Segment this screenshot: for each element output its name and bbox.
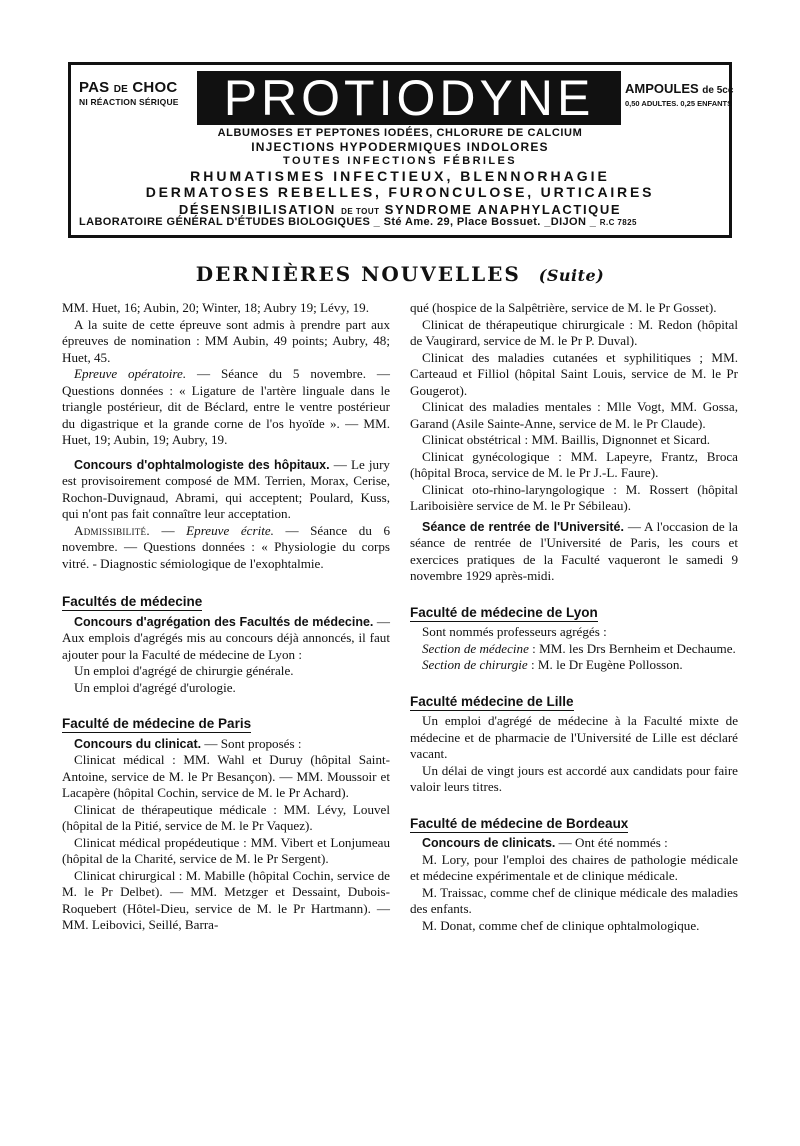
ad-right-line1: AMPOULES de 5cc	[625, 81, 734, 96]
paragraph: Concours de clinicats. — Ont été nommés :	[422, 835, 668, 850]
section-heading: Facultés de médecine	[62, 594, 203, 609]
paragraph: Un emploi d'agrégé de chirurgie générale.	[74, 663, 294, 678]
section-heading: Faculté de médecine de Lyon	[410, 604, 598, 620]
ad-left-line1: PAS DE CHOC	[79, 79, 178, 96]
paragraph: M. Traissac, comme chef de clinique médicale des maladies des enfants.	[410, 884, 738, 916]
paragraph: Un emploi d'agrégé de médecine à la Faculté mixte de médecine et de pharmacie de l'Université de Lille est déclaré vacant.	[410, 713, 738, 761]
paragraph: Clinicat gynécologique : MM. Lapeyre, Frantz, Broca (hôpital Broca, service de M. le Pr J.-L. Faure).	[410, 448, 738, 480]
paragraph: Section de médecine : MM. les Drs Bernheim et Dechaume.	[422, 640, 736, 656]
paragraph: Clinicat oto-rhino-laryngologique : M. Rossert (hôpital Lariboisière service de M. le Pr Sébileau).	[410, 481, 738, 513]
section-heading: Faculté de médecine de Paris	[62, 716, 252, 731]
paragraph: Clinicat médical : MM. Wahl et Duruy (hôpital Saint-Antoine, service de M. le Pr Besançon). — MM. Moussoir et Lacapère (hôpital Cochin, service de M. le Pr Achard).	[62, 752, 390, 800]
right-column	[410, 300, 738, 934]
ad-footer: LABORATOIRE GÉNÉRAL D'ÉTUDES BIOLOGIQUES _ Sté Ame. 29, Place Bossuet. _DIJON _ R.C 7825	[79, 216, 637, 228]
paragraph: Sont nommés professeurs agrégés :	[422, 624, 607, 639]
paragraph: Concours du clinicat. — Sont proposés :	[74, 735, 302, 751]
ad-right-block	[625, 81, 734, 108]
paragraph: M. Donat, comme chef de clinique ophtalmologique.	[422, 917, 700, 933]
ad-line-dermatoses: DERMATOSES REBELLES, FURONCULOSE, URTICAIRES	[145, 184, 655, 200]
paragraph: A la suite de cette épreuve sont admis à prendre part aux épreuves de nomination : MM Aubin, 49 points; Aubry, 48; Huet, 45.	[62, 316, 390, 365]
ad-left-line2: NI RÉACTION SÉRIQUE	[79, 97, 179, 107]
paragraph: Un délai de vingt jours est accordé aux candidats pour faire valoir leurs titres.	[410, 762, 738, 794]
paragraph: Clinicat chirurgical : M. Mabille (hôpital Cochin, service de M. le Pr Delbet). — MM. Metzger et Dessaint, Dubois-Roquebert (Hôtel-Dieu, service de M. le Pr Hartmann). — MM. Leibovici, Seillé, Barra-	[62, 867, 390, 932]
paragraph: Clinicat des maladies cutanées et syphilitiques ; MM. Carteaud et Filliol (hôpital Saint Louis, service de M. le Pr Gougerot).	[410, 349, 738, 398]
paragraph: Section de chirurgie : M. le Dr Eugène Pollosson.	[422, 657, 683, 672]
ad-line-infections: TOUTES INFECTIONS FÉBRILES	[283, 155, 517, 167]
paragraph: Clinicat de thérapeutique médicale : MM. Lévy, Louvel (hôpital de la Pitié, service de M. le Pr Vaquez).	[62, 801, 390, 833]
advertisement-box	[68, 62, 732, 238]
ad-line-injections: INJECTIONS HYPODERMIQUES INDOLORES	[251, 140, 549, 154]
paragraph: MM. Huet, 16; Aubin, 20; Winter, 18; Aubry 19; Lévy, 19.	[62, 300, 369, 315]
ad-line-rhumatismes: RHUMATISMES INFECTIEUX, BLENNORHAGIE	[190, 168, 610, 184]
paragraph: Clinicat des maladies mentales : Mlle Vogt, MM. Gossa, Garand (Asile Sainte-Anne, service de M. le Pr Claude).	[410, 399, 738, 431]
ad-line-composition: ALBUMOSES ET PEPTONES IODÉES, CHLORURE DE CALCIUM	[217, 127, 583, 139]
section-heading: Faculté de médecine de Bordeaux	[410, 815, 629, 831]
paragraph: Epreuve opératoire. — Séance du 5 novembre. — Questions données : « Ligature de l'artère linguale dans le triangle postérieur, dit de Béclard, entre le ventre postérieur du digastrique et la grande corne de l'os hyoïde ». — MM. Huet, 19; Aubin, 19; Aubry, 19.	[62, 366, 390, 447]
paragraph: Clinicat médical propédeutique : MM. Vibert et Lonjumeau (hôpital de la Charité, service de M. le Pr Sergent).	[62, 834, 390, 866]
page-title: DERNIÈRES NOUVELLES (Suite)	[195, 262, 605, 286]
paragraph: M. Lory, pour l'emploi des chaires de pathologie médicale et médecine expérimentale et de clinique médicale.	[410, 851, 738, 883]
paragraph: Clinicat obstétrical : MM. Baillis, Dignonnet et Sicard.	[422, 432, 711, 447]
left-column	[62, 300, 390, 934]
paragraph: Séance de rentrée de l'Université. — A l'occasion de la séance de rentrée de l'Université de Paris, les cours et exercices pratiques de la Faculté vaqueront le samedi 9 novembre 1929 après-midi.	[410, 518, 738, 583]
paragraph: Concours d'ophtalmologiste des hôpitaux. — Le jury est provisoirement composé de MM. Terrien, Morax, Cerise, Rochon-Duvignaud, Abrami, qui acceptent; Poulard, Kuss, qui n'ont pas fait connaître leur acceptation.	[62, 456, 390, 521]
ad-indications	[71, 127, 729, 220]
paragraph: Concours d'agrégation des Facultés de médecine. — Aux emplois d'agrégés mis au concours déjà annoncés, il faut ajouter pour la Faculté de médecine de Lyon :	[62, 613, 390, 662]
paragraph: Un emploi d'agrégé d'urologie.	[74, 679, 236, 695]
section-heading: Faculté médecine de Lille	[410, 693, 574, 709]
ad-line-desensibilisation: DÉSENSIBILISATION DE TOUT SYNDROME ANAPHYLACTIQUE	[178, 202, 622, 217]
paragraph: qué (hospice de la Salpêtrière, service de M. le Pr Gosset).	[410, 300, 717, 315]
ad-right-line2: 0,50 ADULTES. 0,25 ENFANTS	[625, 99, 733, 108]
paragraph: Clinicat de thérapeutique chirurgicale : M. Redon (hôpital de Vaugirard, service de M. le Pr P. Duval).	[410, 316, 738, 348]
paragraph: Admissibilité. — Epreuve écrite. — Séance du 6 novembre. — Questions données : « Physiologie du corps vitré. - Diagnostic sémiologique de l'exophtalmie.	[62, 522, 390, 571]
ad-brand-name: PROTIODYNE	[197, 71, 621, 125]
ad-left-block	[79, 79, 195, 107]
